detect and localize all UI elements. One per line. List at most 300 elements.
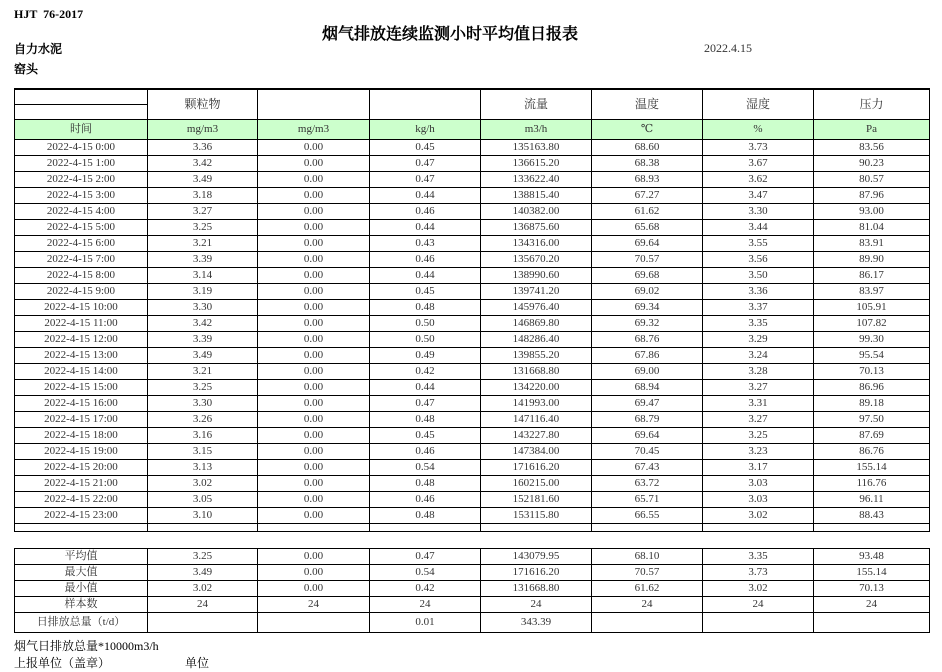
value-cell: 0.00: [258, 411, 370, 427]
company-name: 自力水泥: [14, 42, 63, 56]
value-cell: 3.73: [703, 139, 814, 155]
group-header-blank-1: [258, 89, 370, 119]
value-cell: 66.55: [592, 507, 703, 523]
footer-note: 烟气日排放总量*10000m3/h: [14, 639, 159, 653]
value-cell: 3.30: [148, 299, 258, 315]
unit-label: 单位: [185, 656, 210, 670]
value-cell: 0.48: [370, 299, 481, 315]
value-cell: 146869.80: [481, 315, 592, 331]
value-cell: 0.00: [258, 427, 370, 443]
value-cell: 0.46: [370, 443, 481, 459]
value-cell: 0.00: [258, 299, 370, 315]
table-row: [15, 459, 930, 475]
value-cell: 3.49: [148, 347, 258, 363]
report-date: 2022.4.15: [704, 41, 752, 55]
value-cell: 3.03: [703, 475, 814, 491]
value-cell: 3.02: [148, 475, 258, 491]
value-cell: 0.44: [370, 219, 481, 235]
value-cell: 81.04: [814, 219, 930, 235]
value-cell: 0.48: [370, 411, 481, 427]
value-cell: 68.94: [592, 379, 703, 395]
value-cell: 0.00: [258, 443, 370, 459]
value-cell: 0.44: [370, 379, 481, 395]
station-name: 窑头: [14, 62, 39, 76]
value-cell: 3.36: [148, 139, 258, 155]
value-cell: 0.00: [258, 507, 370, 523]
value-cell: 70.13: [814, 580, 930, 596]
value-cell: 90.23: [814, 155, 930, 171]
value-cell: 67.27: [592, 187, 703, 203]
summary-label-cell: 最小值: [15, 580, 148, 596]
value-cell: 96.11: [814, 491, 930, 507]
value-cell: 0.00: [258, 347, 370, 363]
table-row: [15, 395, 930, 411]
value-cell: 135670.20: [481, 251, 592, 267]
summary-row: [15, 564, 930, 580]
value-cell: 3.24: [703, 347, 814, 363]
value-cell: 80.57: [814, 171, 930, 187]
value-cell: [703, 612, 814, 632]
summary-row: [15, 580, 930, 596]
unit-cell: %: [703, 119, 814, 139]
value-cell: 105.91: [814, 299, 930, 315]
value-cell: 3.02: [148, 580, 258, 596]
value-cell: 134220.00: [481, 379, 592, 395]
value-cell: 97.50: [814, 411, 930, 427]
value-cell: 0.00: [258, 219, 370, 235]
value-cell: 160215.00: [481, 475, 592, 491]
value-cell: 3.05: [148, 491, 258, 507]
value-cell: 171616.20: [481, 564, 592, 580]
value-cell: 88.43: [814, 507, 930, 523]
unit-cell: mg/m3: [258, 119, 370, 139]
value-cell: 70.13: [814, 363, 930, 379]
table-row: [15, 475, 930, 491]
value-cell: 68.38: [592, 155, 703, 171]
value-cell: 0.47: [370, 548, 481, 564]
table-row: [15, 139, 930, 155]
value-cell: 0.46: [370, 251, 481, 267]
value-cell: [148, 612, 258, 632]
value-cell: 3.21: [148, 235, 258, 251]
time-cell: 2022-4-15 23:00: [15, 507, 148, 523]
value-cell: 0.54: [370, 459, 481, 475]
value-cell: 0.47: [370, 155, 481, 171]
value-cell: 3.44: [703, 219, 814, 235]
group-header-blank-2: [370, 89, 481, 119]
value-cell: 70.45: [592, 443, 703, 459]
time-cell: 2022-4-15 0:00: [15, 139, 148, 155]
value-cell: 69.34: [592, 299, 703, 315]
value-cell: 68.60: [592, 139, 703, 155]
time-cell: 2022-4-15 15:00: [15, 379, 148, 395]
time-cell: 2022-4-15 19:00: [15, 443, 148, 459]
value-cell: 145976.40: [481, 299, 592, 315]
value-cell: 3.28: [703, 363, 814, 379]
value-cell: 3.23: [703, 443, 814, 459]
value-cell: 3.30: [703, 203, 814, 219]
time-cell: 2022-4-15 12:00: [15, 331, 148, 347]
unit-cell: ℃: [592, 119, 703, 139]
value-cell: 93.48: [814, 548, 930, 564]
value-cell: 3.26: [148, 411, 258, 427]
value-cell: 0.00: [258, 267, 370, 283]
value-cell: 3.19: [148, 283, 258, 299]
value-cell: 140382.00: [481, 203, 592, 219]
value-cell: 86.96: [814, 379, 930, 395]
value-cell: 24: [703, 596, 814, 612]
time-header-cell: 时间: [15, 119, 148, 139]
value-cell: 86.17: [814, 267, 930, 283]
value-cell: 69.64: [592, 235, 703, 251]
value-cell: 0.42: [370, 363, 481, 379]
value-cell: 0.50: [370, 315, 481, 331]
value-cell: 69.02: [592, 283, 703, 299]
value-cell: 93.00: [814, 203, 930, 219]
value-cell: 3.16: [148, 427, 258, 443]
value-cell: 69.68: [592, 267, 703, 283]
doc-code: HJT 76-2017: [14, 7, 84, 21]
value-cell: 0.54: [370, 564, 481, 580]
table-row: [15, 331, 930, 347]
value-cell: 3.31: [703, 395, 814, 411]
value-cell: 3.36: [703, 283, 814, 299]
value-cell: 136615.20: [481, 155, 592, 171]
value-cell: 0.45: [370, 139, 481, 155]
value-cell: 0.00: [258, 251, 370, 267]
value-cell: 70.57: [592, 251, 703, 267]
value-cell: 147116.40: [481, 411, 592, 427]
time-cell: 2022-4-15 2:00: [15, 171, 148, 187]
time-cell: 2022-4-15 3:00: [15, 187, 148, 203]
value-cell: [814, 612, 930, 632]
report-unit-label: 上报单位（盖章）: [14, 656, 111, 670]
time-cell: 2022-4-15 18:00: [15, 427, 148, 443]
value-cell: 138990.60: [481, 267, 592, 283]
value-cell: 3.02: [703, 507, 814, 523]
value-cell: 171616.20: [481, 459, 592, 475]
value-cell: 0.00: [258, 548, 370, 564]
value-cell: 136875.60: [481, 219, 592, 235]
value-cell: [592, 612, 703, 632]
value-cell: 0.00: [258, 203, 370, 219]
value-cell: 134316.00: [481, 235, 592, 251]
value-cell: 69.00: [592, 363, 703, 379]
time-cell: 2022-4-15 16:00: [15, 395, 148, 411]
value-cell: 3.02: [703, 580, 814, 596]
value-cell: 131668.80: [481, 363, 592, 379]
blank-cell: [258, 523, 370, 531]
value-cell: 147384.00: [481, 443, 592, 459]
time-cell: 2022-4-15 5:00: [15, 219, 148, 235]
value-cell: 3.27: [148, 203, 258, 219]
unit-header-row: [15, 119, 930, 139]
value-cell: 343.39: [481, 612, 592, 632]
blank-cell: [148, 523, 258, 531]
value-cell: 3.49: [148, 171, 258, 187]
value-cell: 3.39: [148, 251, 258, 267]
value-cell: 61.62: [592, 580, 703, 596]
value-cell: 68.79: [592, 411, 703, 427]
time-cell: 2022-4-15 9:00: [15, 283, 148, 299]
value-cell: 0.00: [258, 491, 370, 507]
blank-cell: [703, 523, 814, 531]
corner-split-line: [15, 104, 147, 105]
value-cell: 69.47: [592, 395, 703, 411]
value-cell: 0.00: [258, 564, 370, 580]
group-header-particulate: 颗粒物: [148, 89, 258, 119]
value-cell: 0.47: [370, 395, 481, 411]
time-cell: 2022-4-15 1:00: [15, 155, 148, 171]
value-cell: 3.47: [703, 187, 814, 203]
unit-cell: Pa: [814, 119, 930, 139]
value-cell: 3.67: [703, 155, 814, 171]
value-cell: 68.76: [592, 331, 703, 347]
summary-row: [15, 548, 930, 564]
value-cell: 0.46: [370, 203, 481, 219]
blank-cell: [370, 523, 481, 531]
summary-rows: [15, 548, 930, 632]
time-cell: 2022-4-15 4:00: [15, 203, 148, 219]
group-header-humidity: 湿度: [703, 89, 814, 119]
summary-table: [14, 548, 930, 633]
value-cell: 3.25: [148, 379, 258, 395]
value-cell: 0.00: [258, 283, 370, 299]
time-cell: 2022-4-15 11:00: [15, 315, 148, 331]
value-cell: 0.44: [370, 267, 481, 283]
value-cell: 0.47: [370, 171, 481, 187]
value-cell: 69.32: [592, 315, 703, 331]
summary-label-cell: 日排放总量（t/d）: [15, 612, 148, 632]
value-cell: 0.48: [370, 475, 481, 491]
time-cell: 2022-4-15 10:00: [15, 299, 148, 315]
value-cell: 83.56: [814, 139, 930, 155]
value-cell: 107.82: [814, 315, 930, 331]
summary-row: [15, 596, 930, 612]
summary-row: [15, 612, 930, 632]
time-cell: 2022-4-15 22:00: [15, 491, 148, 507]
value-cell: 95.54: [814, 347, 930, 363]
group-header-temperature: 温度: [592, 89, 703, 119]
value-cell: 3.55: [703, 235, 814, 251]
table-row: [15, 235, 930, 251]
table-row: [15, 491, 930, 507]
value-cell: 155.14: [814, 459, 930, 475]
value-cell: 0.50: [370, 331, 481, 347]
value-cell: 139855.20: [481, 347, 592, 363]
value-cell: 3.39: [148, 331, 258, 347]
time-cell: 2022-4-15 13:00: [15, 347, 148, 363]
table-row: [15, 507, 930, 523]
value-cell: 24: [258, 596, 370, 612]
table-row: [15, 443, 930, 459]
value-cell: 0.00: [258, 379, 370, 395]
value-cell: 0.48: [370, 507, 481, 523]
value-cell: 0.00: [258, 475, 370, 491]
summary-label-cell: 样本数: [15, 596, 148, 612]
value-cell: 70.57: [592, 564, 703, 580]
table-row: [15, 299, 930, 315]
value-cell: 24: [370, 596, 481, 612]
value-cell: 0.01: [370, 612, 481, 632]
table-row: [15, 155, 930, 171]
value-cell: 0.00: [258, 139, 370, 155]
table-row: [15, 283, 930, 299]
value-cell: 24: [592, 596, 703, 612]
unit-cell: mg/m3: [148, 119, 258, 139]
time-cell: 2022-4-15 17:00: [15, 411, 148, 427]
value-cell: 0.00: [258, 331, 370, 347]
value-cell: 3.35: [703, 315, 814, 331]
time-cell: 2022-4-15 8:00: [15, 267, 148, 283]
value-cell: 155.14: [814, 564, 930, 580]
value-cell: 0.00: [258, 395, 370, 411]
page-title: 烟气排放连续监测小时平均值日报表: [321, 26, 579, 43]
value-cell: 0.45: [370, 427, 481, 443]
value-cell: 68.93: [592, 171, 703, 187]
value-cell: [258, 612, 370, 632]
value-cell: 3.17: [703, 459, 814, 475]
value-cell: 3.27: [703, 379, 814, 395]
value-cell: 65.71: [592, 491, 703, 507]
value-cell: 3.15: [148, 443, 258, 459]
table-row: [15, 251, 930, 267]
value-cell: 138815.40: [481, 187, 592, 203]
summary-label-cell: 平均值: [15, 548, 148, 564]
value-cell: 24: [481, 596, 592, 612]
value-cell: 3.27: [703, 411, 814, 427]
blank-cell: [814, 523, 930, 531]
table-row: [15, 171, 930, 187]
table-row: [15, 203, 930, 219]
value-cell: 3.49: [148, 564, 258, 580]
blank-spacer-row: [15, 523, 930, 531]
group-header-flow: 流量: [481, 89, 592, 119]
value-cell: 143227.80: [481, 427, 592, 443]
value-cell: 24: [814, 596, 930, 612]
summary-label-cell: 最大值: [15, 564, 148, 580]
value-cell: 3.50: [703, 267, 814, 283]
value-cell: 3.35: [703, 548, 814, 564]
value-cell: 83.91: [814, 235, 930, 251]
value-cell: 67.43: [592, 459, 703, 475]
table-row: [15, 187, 930, 203]
value-cell: 0.00: [258, 459, 370, 475]
value-cell: 0.00: [258, 315, 370, 331]
value-cell: 3.30: [148, 395, 258, 411]
value-cell: 131668.80: [481, 580, 592, 596]
value-cell: 0.45: [370, 283, 481, 299]
value-cell: 3.25: [148, 219, 258, 235]
value-cell: 3.25: [703, 427, 814, 443]
value-cell: 3.62: [703, 171, 814, 187]
value-cell: 152181.60: [481, 491, 592, 507]
blank-cell: [15, 523, 148, 531]
table-row: [15, 411, 930, 427]
blank-cell: [481, 523, 592, 531]
value-cell: 3.13: [148, 459, 258, 475]
value-cell: 3.29: [703, 331, 814, 347]
value-cell: 3.14: [148, 267, 258, 283]
corner-header-cell: [15, 89, 148, 119]
unit-cell: m3/h: [481, 119, 592, 139]
value-cell: 0.00: [258, 363, 370, 379]
group-header-pressure: 压力: [814, 89, 930, 119]
group-header-row: [15, 89, 930, 119]
value-cell: 87.96: [814, 187, 930, 203]
time-cell: 2022-4-15 6:00: [15, 235, 148, 251]
value-cell: 143079.95: [481, 548, 592, 564]
value-cell: 141993.00: [481, 395, 592, 411]
value-cell: 67.86: [592, 347, 703, 363]
value-cell: 3.42: [148, 155, 258, 171]
value-cell: 83.97: [814, 283, 930, 299]
value-cell: 0.00: [258, 580, 370, 596]
value-cell: 89.18: [814, 395, 930, 411]
value-cell: 69.64: [592, 427, 703, 443]
value-cell: 87.69: [814, 427, 930, 443]
value-cell: 116.76: [814, 475, 930, 491]
table-row: [15, 219, 930, 235]
value-cell: 24: [148, 596, 258, 612]
value-cell: 0.00: [258, 235, 370, 251]
value-cell: 61.62: [592, 203, 703, 219]
hourly-data-table: [14, 88, 930, 532]
value-cell: 153115.80: [481, 507, 592, 523]
table-row: [15, 315, 930, 331]
value-cell: 3.56: [703, 251, 814, 267]
value-cell: 0.44: [370, 187, 481, 203]
report-table-zone: [14, 88, 929, 633]
value-cell: 135163.80: [481, 139, 592, 155]
value-cell: 99.30: [814, 331, 930, 347]
value-cell: 0.00: [258, 187, 370, 203]
data-rows: [15, 139, 930, 523]
value-cell: 63.72: [592, 475, 703, 491]
table-row: [15, 267, 930, 283]
value-cell: 3.03: [703, 491, 814, 507]
table-row: [15, 363, 930, 379]
value-cell: 3.73: [703, 564, 814, 580]
value-cell: 3.21: [148, 363, 258, 379]
value-cell: 0.42: [370, 580, 481, 596]
value-cell: 0.00: [258, 171, 370, 187]
value-cell: 133622.40: [481, 171, 592, 187]
time-cell: 2022-4-15 21:00: [15, 475, 148, 491]
time-cell: 2022-4-15 7:00: [15, 251, 148, 267]
unit-cell: kg/h: [370, 119, 481, 139]
value-cell: 0.00: [258, 155, 370, 171]
value-cell: 148286.40: [481, 331, 592, 347]
blank-cell: [592, 523, 703, 531]
value-cell: 3.42: [148, 315, 258, 331]
value-cell: 3.37: [703, 299, 814, 315]
value-cell: 86.76: [814, 443, 930, 459]
table-row: [15, 347, 930, 363]
table-row: [15, 427, 930, 443]
value-cell: 3.18: [148, 187, 258, 203]
value-cell: 139741.20: [481, 283, 592, 299]
time-cell: 2022-4-15 14:00: [15, 363, 148, 379]
value-cell: 89.90: [814, 251, 930, 267]
value-cell: 65.68: [592, 219, 703, 235]
value-cell: 3.25: [148, 548, 258, 564]
value-cell: 0.49: [370, 347, 481, 363]
value-cell: 68.10: [592, 548, 703, 564]
value-cell: 3.10: [148, 507, 258, 523]
value-cell: 0.46: [370, 491, 481, 507]
value-cell: 0.43: [370, 235, 481, 251]
